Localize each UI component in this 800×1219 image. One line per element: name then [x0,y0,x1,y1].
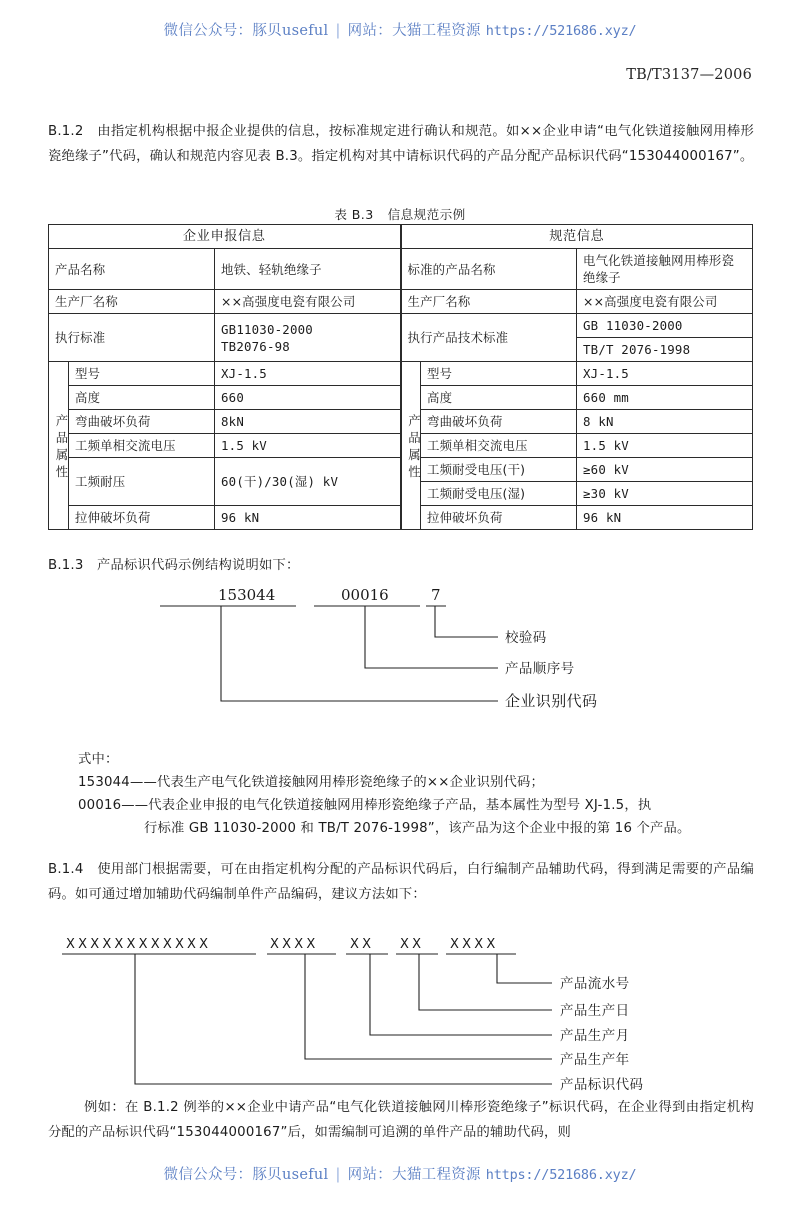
aux-leader-month [370,954,552,1035]
table-row [49,314,753,338]
cell-right-attr-value: 1.5 kV [577,434,753,458]
cell-right-attr-value: 660 mm [577,386,753,410]
aux-label-month: 产品生产月 [560,1028,630,1044]
aux-label-idcode: 产品标识代码 [560,1077,644,1092]
cell-left-attr-label: 高度 [69,386,215,410]
table-caption [0,204,800,223]
table-caption-text: 信息规范示例 [387,207,466,222]
code-leader-check [435,606,498,637]
paragraph-example [48,1096,754,1145]
code-label-seq: 产品顺序号 [505,661,575,677]
cell-left-label: 生产厂名称 [49,290,215,314]
cell-left-value: 地铁、轻轨绝缘子 [215,249,401,290]
cell-left-attr-value: 60(干)/30(湿) kV [215,458,401,506]
aux-leader-day [419,954,552,1010]
code-segment-2: 00016 [341,586,389,604]
watermark-site-value: 大猫工程资源 [392,23,481,39]
watermark-url: https://521686.xyz/ [485,1167,637,1183]
cell-left-attr-value: 8kN [215,410,401,434]
watermark-wechat-value: 豚贝useful [252,23,329,39]
standard-number: TB/T3137—2006 [626,67,752,83]
paragraph-b14: B.1.4 使用部门根据需要，可在由指定机构分配的产品标识代码后，白行编制产品辅助代码，得到满足需要的产品编码。如可通过增加辅助代码编制单件产品编码，建议方法如下： [48,862,754,902]
cell-left-value [215,314,401,362]
code-label-check: 校验码 [505,630,547,646]
cell-right-value-1: GB 11030-2000 [577,314,753,338]
cell-right-attr-value: ≥60 kV [577,458,753,482]
watermark-separator: | [335,23,341,39]
cell-left-attr-label: 工频耐压 [69,458,215,506]
formula-line-2: 00016——代表企业申报的电气化铁道接触网用棒形瓷绝缘子产品，基本属性为型号 XJ-1.5，执 [78,798,652,813]
std-line-2: TB2076-98 [221,338,290,354]
cell-right-attr-value: 8 kN [577,410,753,434]
watermark-separator: | [335,1167,341,1183]
formula-line-1: 153044——代表生产电气化铁道接触网用棒形瓷绝缘子的××企业识别代码； [78,775,545,790]
code-segment-3: 7 [431,586,441,604]
cell-right-attr-label: 弯曲破坏负荷 [421,410,577,434]
watermark-site-label: 网站： [347,23,393,39]
cell-right-label: 执行产品技术标准 [401,314,577,362]
aux-group-4: XX [400,937,425,952]
cell-right-value: 电气化铁道接触网用棒形瓷绝缘子 [577,249,753,290]
info-table-wrapper [48,224,752,530]
cell-right-attr-label: 工频耐受电压(湿) [421,482,577,506]
cell-left-label: 产品名称 [49,249,215,290]
cell-left-attr-value: XJ-1.5 [215,362,401,386]
cell-right-attr-label: 高度 [421,386,577,410]
cell-left-attr-label: 拉伸破坏负荷 [69,506,215,530]
table-header-right: 规范信息 [401,225,753,249]
formula-explanation [78,748,754,840]
cell-left-label: 执行标准 [49,314,215,362]
table-row-header [49,225,753,249]
cell-left-attr-label: 型号 [69,362,215,386]
paragraph-b13: B.1.3 产品标识代码示例结构说明如下： [48,558,300,573]
aux-leader-idcode [135,954,552,1084]
watermark-top [0,19,800,40]
cell-left-attr-label: 工频单相交流电压 [69,434,215,458]
cell-right-vertical-label: 产 品 属 性 [401,362,421,530]
cell-right-attr-label: 工频耐受电压(干) [421,458,577,482]
aux-label-day: 产品生产日 [560,1003,630,1019]
aux-leader-year [305,954,552,1059]
cell-right-attr-value: 96 kN [577,506,753,530]
table-row [49,362,753,386]
info-table [48,224,753,530]
table-row [49,249,753,290]
std-line-1: GB11030-2000 [221,321,313,337]
cell-left-attr-label: 弯曲破坏负荷 [69,410,215,434]
paragraph-b12: B.1.2 由指定机构根据中报企业提供的信息，按标准规定进行确认和规范。如××企业申请“电气化铁道接触网用棒形瓷绝缘子”代码，确认和规范内容见表 B.3。指定机构对其中请标识代码的产品分配产品标识代码“153044000167”。 [48,124,754,164]
watermark-wechat-label: 微信公众号： [163,1167,253,1183]
aux-group-2: XXXX [270,937,319,952]
cell-right-attr-label: 拉伸破坏负荷 [421,506,577,530]
watermark-site-value: 大猫工程资源 [392,1167,481,1183]
aux-leader-serial [497,954,552,983]
aux-group-5: XXXX [450,937,499,952]
cell-right-attr-label: 型号 [421,362,577,386]
watermark-url: https://521686.xyz/ [485,23,637,39]
code-label-entity: 企业识别代码 [505,692,598,710]
aux-label-year: 产品生产年 [560,1052,630,1068]
aux-label-serial: 产品流水号 [560,976,630,992]
formula-title: 式中： [78,752,119,767]
cell-right-attr-value: ≥30 kV [577,482,753,506]
cell-left-value: ××高强度电瓷有限公司 [215,290,401,314]
paragraph-example-text: 例如：在 B.1.2 例举的××企业中请产品“电气化铁道接触网川棒形瓷绝缘子”标识代码，在企业得到由指定机构分配的产品标识代码“153044000167”后，如需编制可追溯的单件产品的辅助代码，则 [48,1100,754,1140]
cell-right-label: 标准的产品名称 [401,249,577,290]
aux-group-1: XXXXXXXXXXXX [66,937,212,952]
cell-left-attr-value: 96 kN [215,506,401,530]
watermark-site-label: 网站： [347,1167,393,1183]
product-code-structure-diagram [48,582,754,722]
cell-right-value-2: TB/T 2076-1998 [577,338,753,362]
code-segment-1: 153044 [218,586,276,604]
cell-right-attr-value: XJ-1.5 [577,362,753,386]
watermark-bottom [0,1163,800,1184]
table-header-left: 企业申报信息 [49,225,401,249]
cell-right-value: ××高强度电瓷有限公司 [577,290,753,314]
cell-left-attr-value: 1.5 kV [215,434,401,458]
formula-line-2b: 行标准 GB 11030-2000 和 TB/T 2076-1998”，该产品为这个企业中报的第 16 个产品。 [144,821,691,836]
watermark-wechat-value: 豚贝useful [252,1167,329,1183]
watermark-wechat-label: 微信公众号： [163,23,253,39]
table-caption-number: 表 B.3 [334,207,374,222]
cell-left-vertical-label: 产 品 属 性 [49,362,69,530]
cell-left-attr-value: 660 [215,386,401,410]
aux-group-3: XX [350,937,375,952]
cell-right-attr-label: 工频单相交流电压 [421,434,577,458]
code-leader-entity [221,606,498,701]
table-row [49,290,753,314]
auxiliary-code-structure-diagram [48,932,754,1092]
cell-right-label: 生产厂名称 [401,290,577,314]
